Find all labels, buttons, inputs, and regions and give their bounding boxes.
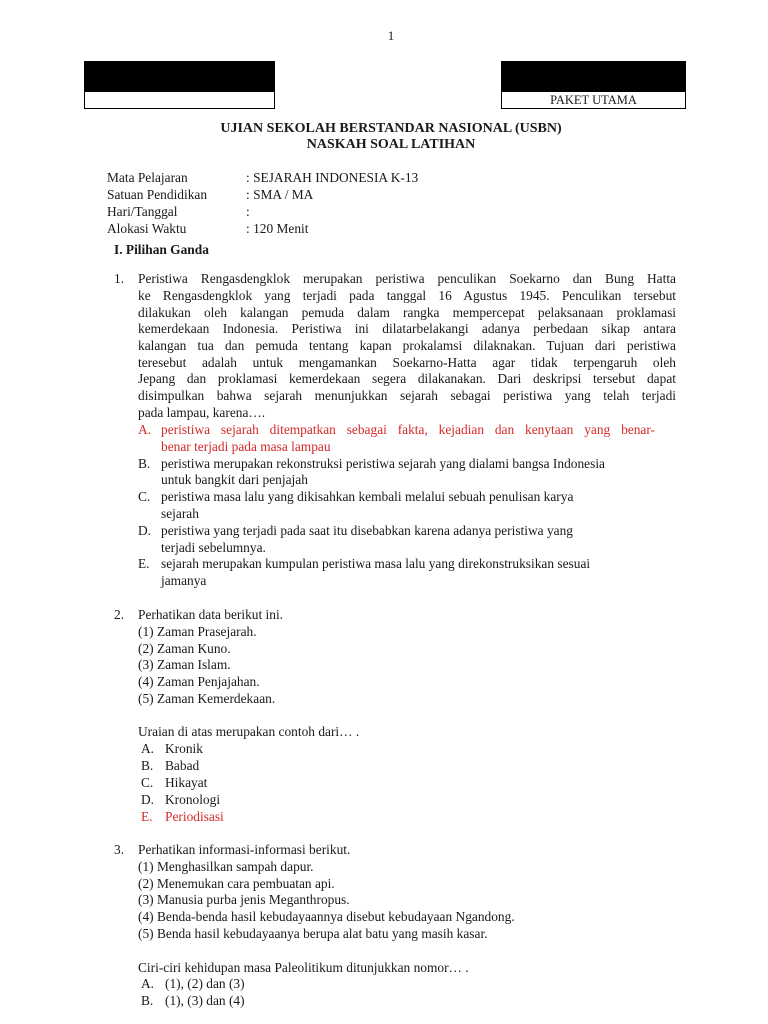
- q1-option-d-text: terjadi sebelumnya.: [161, 540, 266, 555]
- question-1-line: teresebut adalah untuk mengamankan Soekarno-Hatta agar tidak terpengaruh oleh: [138, 355, 676, 370]
- q3-option-a-text: (1), (2) dan (3): [165, 976, 245, 991]
- section-title: I. Pilihan Ganda: [114, 242, 209, 257]
- info-value-date: :: [246, 204, 250, 219]
- header-box-right-fill: [502, 62, 685, 92]
- question-1-line: Jepang dan proklamasi kemerdekaan segera dilakanakan. Dari deskripsi tersebut dapat: [138, 371, 676, 386]
- q1-option-e-text: sejarah merupakan kumpulan peristiwa masa lalu yang direkonstruksikan sesuai: [161, 556, 591, 571]
- q1-option-d-letter: D.: [138, 523, 152, 538]
- question-1-line: pada lampau, karena….: [138, 405, 266, 420]
- info-value-level: : SMA / MA: [246, 187, 314, 202]
- question-3-item: (1) Menghasilkan sampah dapur.: [138, 859, 314, 874]
- q1-option-c-text: sejarah: [161, 506, 199, 521]
- q2-option-e-text: Periodisasi: [165, 809, 224, 824]
- question-2-item: (5) Zaman Kemerdekaan.: [138, 691, 276, 706]
- question-3-item: (5) Benda hasil kebudayaanya berupa alat batu yang masih kasar.: [138, 926, 488, 941]
- exam-title: UJIAN SEKOLAH BERSTANDAR NASIONAL (USBN): [220, 121, 562, 136]
- q2-option-c-text: Hikayat: [165, 775, 208, 790]
- q1-option-c-letter: C.: [138, 489, 151, 504]
- info-label-time: Alokasi Waktu: [107, 221, 187, 236]
- question-1-line: kalangan tua dan pemuda tentang kapan prokalamsi dilaknakan. Tujuan dari peristiwa: [138, 338, 676, 353]
- question-1-number: 1.: [114, 271, 125, 286]
- q2-option-d-letter: D.: [141, 792, 155, 807]
- question-2-item: (3) Zaman Islam.: [138, 657, 231, 672]
- q1-option-a-text: benar terjadi pada masa lampau: [161, 439, 331, 454]
- exam-subtitle: NASKAH SOAL LATIHAN: [306, 137, 476, 152]
- q1-option-b-letter: B.: [138, 456, 151, 471]
- question-1-line: kemerdekaan Indonesia. Peristiwa ini dilatarbelakangi adanya perbedaan sikap antara: [138, 321, 676, 336]
- question-2-question: Uraian di atas merupakan contoh dari… .: [138, 724, 360, 739]
- q2-option-b-text: Babad: [165, 758, 200, 773]
- info-value-subject: : SEJARAH INDONESIA K-13: [246, 170, 419, 185]
- question-1-line: dilakukan oleh kalangan pemuda dalam rangka mempercepat pelaksanaan proklamasi: [138, 305, 676, 320]
- question-2-intro: Perhatikan data berikut ini.: [138, 607, 284, 622]
- info-value-time: : 120 Menit: [246, 221, 309, 236]
- question-3-item: (3) Manusia purba jenis Meganthropus.: [138, 892, 350, 907]
- question-1-line: ke Rengasdengklok yang terjadi pada tanggal 16 Agustus 1945. Penculikan tersebut: [138, 288, 676, 303]
- q2-option-b-letter: B.: [141, 758, 154, 773]
- info-label-date: Hari/Tanggal: [107, 204, 178, 219]
- question-2-item: (1) Zaman Prasejarah.: [138, 624, 257, 639]
- paket-label: PAKET UTAMA: [550, 93, 637, 107]
- q3-option-a-letter: A.: [141, 976, 155, 991]
- question-2-number: 2.: [114, 607, 125, 622]
- question-3-item: (4) Benda-benda hasil kebudayaannya disebut kebudayaan Ngandong.: [138, 909, 515, 924]
- info-label-subject: Mata Pelajaran: [107, 170, 188, 185]
- header-box-left: [84, 61, 275, 109]
- question-3-question: Ciri-ciri kehidupan masa Paleolitikum ditunjukkan nomor… .: [138, 960, 469, 975]
- q1-option-c-text: peristiwa masa lalu yang dikisahkan kembali melalui sebuah penulisan karya: [161, 489, 574, 504]
- question-2-item: (4) Zaman Penjajahan.: [138, 674, 260, 689]
- q1-option-d-text: peristiwa yang terjadi pada saat itu disebabkan karena adanya peristiwa yang: [161, 523, 573, 538]
- question-1-line: disimpulkan bahwa sejarah menunjukkan sejarah sebagai peristiwa yang telah terjadi: [138, 388, 676, 403]
- q1-option-b-text: untuk bangkit dari penjajah: [161, 472, 308, 487]
- q1-option-a-letter: A.: [138, 422, 152, 437]
- question-3-intro: Perhatikan informasi-informasi berikut.: [138, 842, 351, 857]
- page-number: 1: [387, 28, 395, 43]
- q2-option-a-text: Kronik: [165, 741, 203, 756]
- header-box-left-label: [85, 92, 274, 108]
- q3-option-b-letter: B.: [141, 993, 154, 1008]
- q2-option-a-letter: A.: [141, 741, 155, 756]
- q1-option-e-letter: E.: [138, 556, 150, 571]
- header-box-right: [501, 61, 686, 109]
- q2-option-d-text: Kronologi: [165, 792, 221, 807]
- q1-option-a-text: peristiwa sejarah ditempatkan sebagai fakta, kejadian dan kenytaan yang benar-: [161, 422, 655, 437]
- question-3-number: 3.: [114, 842, 125, 857]
- q1-option-b-text: peristiwa merupakan rekonstruksi peristiwa sejarah yang dialami bangsa Indonesia: [161, 456, 605, 471]
- question-3-item: (2) Menemukan cara pembuatan api.: [138, 876, 335, 891]
- header-box-left-fill: [85, 62, 274, 92]
- q2-option-e-letter: E.: [141, 809, 153, 824]
- q2-option-c-letter: C.: [141, 775, 154, 790]
- question-1-line: Peristiwa Rengasdengklok merupakan peristiwa penculikan Soekarno dan Bung Hatta: [138, 271, 676, 286]
- q1-option-e-text: jamanya: [161, 573, 207, 588]
- info-label-level: Satuan Pendidikan: [107, 187, 208, 202]
- q3-option-b-text: (1), (3) dan (4): [165, 993, 245, 1008]
- question-2-item: (2) Zaman Kuno.: [138, 641, 231, 656]
